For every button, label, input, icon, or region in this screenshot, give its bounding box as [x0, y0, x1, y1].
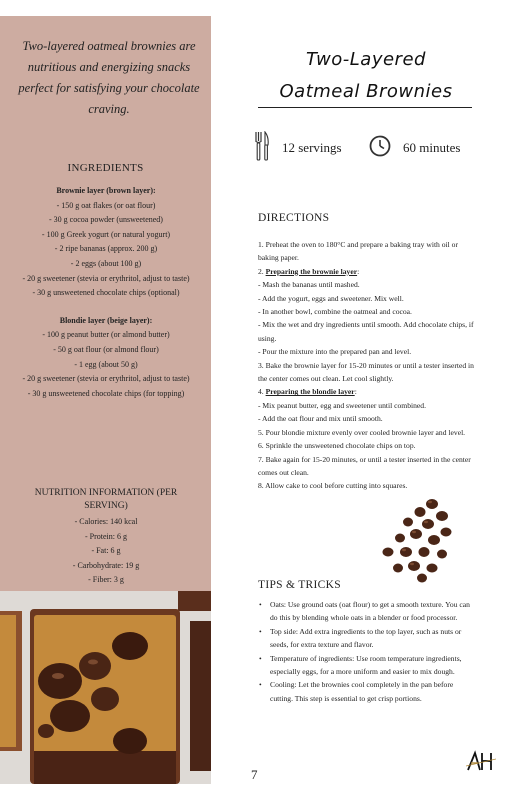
direction-step: 7. Bake again for 15-20 minutes, or until a tester inserted in the center comes out clean. — [258, 454, 471, 477]
ingredient-item: - 20 g sweetener (stevia or erythritol, adjust to taste) — [22, 374, 190, 384]
nutrition-heading: NUTRITION INFORMATION (PER SERVING) — [34, 488, 178, 511]
fork-knife-icon — [254, 131, 270, 165]
tips-heading: TIPS & TRICKS — [258, 579, 341, 591]
time-info — [369, 133, 460, 163]
ingredient-item: - 30 g unsweetened chocolate chips (optional) — [32, 288, 180, 298]
nutrition-item: - Calories: 140 kcal — [74, 517, 138, 526]
ingredients-list — [20, 184, 192, 401]
servings-text: 12 servings — [282, 140, 342, 155]
tips-list — [258, 598, 478, 705]
tip-item: • Temperature of ingredients: Use room temperature ingredients, especially eggs, for a more uniform and easier to mix dough. — [258, 652, 478, 679]
direction-substep: - Add the oat flour and mix until smooth. — [258, 414, 383, 424]
ingredient-item: - 2 eggs (about 100 g) — [70, 258, 142, 268]
direction-substep: - Mix the wet and dry ingredients until smooth. Add chocolate chips, if using. — [258, 320, 474, 343]
direction-substep: - Pour the mixture into the prepared pan and level. — [258, 347, 412, 357]
blondie-layer-heading: Blondie layer (beige layer): — [59, 315, 153, 325]
tip-item: • Top side: Add extra ingredients to the top layer, such as nuts or seeds, for extra texture and flavor. — [258, 625, 478, 652]
intro-text: Two-layered oatmeal brownies are nutritious and energizing snacks perfect for satisfying your chocolate craving. — [18, 39, 200, 116]
chocolate-chips-image — [380, 494, 460, 586]
brownie-layer-heading: Brownie layer (brown layer): — [56, 186, 156, 195]
ingredient-item: - 2 ripe bananas (approx. 200 g) — [54, 244, 158, 254]
ingredient-item: - 50 g oat flour (or almond flour) — [53, 344, 159, 354]
ingredient-item: - 100 g peanut butter (or almond butter) — [42, 330, 170, 340]
direction-substep: - Mix peanut butter, egg and sweetener until combined. — [258, 400, 426, 410]
direction-step: 8. Allow cake to cool before cutting into squares. — [258, 481, 408, 491]
recipe-title — [258, 44, 474, 108]
tip-item: • Oats: Use ground oats (oat flour) to get a smooth texture. You can do this by blending whole oats in a blender or food processor. — [258, 598, 478, 625]
direction-step: 6. Sprinkle the unsweetened chocolate chips on top. — [258, 441, 416, 451]
clock-icon — [369, 135, 391, 161]
direction-substep: - In another bowl, combine the oatmeal and cocoa. — [258, 307, 412, 317]
ingredient-item: - 30 g cocoa powder (unsweetened) — [49, 215, 163, 225]
directions-heading: DIRECTIONS — [258, 212, 330, 224]
ingredient-item: - 100 g Greek yogurt (or natural yogurt) — [41, 229, 171, 239]
direction-step: 2. Preparing the brownie layer: — [258, 266, 360, 276]
direction-step: 4. Preparing the blondie layer: — [258, 387, 357, 397]
step-heading: Preparing the blondie layer — [265, 387, 355, 397]
nutrition-list — [20, 515, 192, 588]
recipe-title-line2: Oatmeal Brownies — [279, 81, 453, 102]
direction-step: 1. Preheat the oven to 180°C and prepare a baking tray with oil or baking paper. — [258, 240, 458, 263]
directions-list — [258, 238, 478, 493]
ingredient-item: - 30 g unsweetened chocolate chips (for topping) — [27, 388, 185, 398]
ingredient-item: - 1 egg (about 50 g) — [74, 359, 138, 369]
step-heading: Preparing the brownie layer — [265, 266, 358, 276]
brownie-photo — [0, 591, 211, 784]
time-text: 60 minutes — [403, 140, 461, 155]
direction-substep: - Add the yogurt, eggs and sweetener. Mix well. — [258, 293, 404, 303]
direction-step: 5. Pour blondie mixture evenly over cooled brownie layer and level. — [258, 427, 466, 437]
page-number: 7 — [251, 767, 258, 782]
ingredient-item: - 150 g oat flakes (or oat flour) — [56, 200, 156, 210]
ingredient-item: - 20 g sweetener (stevia or erythritol, adjust to taste) — [22, 273, 190, 283]
direction-step: 3. Bake the brownie layer for 15-20 minutes or until a tester inserted in the center comes out clean. Let cool slightly. — [258, 360, 474, 384]
nutrition-item: - Carbohydrate: 19 g — [72, 560, 140, 570]
ingredients-heading: INGREDIENTS — [67, 162, 144, 174]
brand-logo — [466, 750, 496, 772]
nutrition-item: - Fat: 6 g — [91, 546, 121, 556]
nutrition-item: - Fiber: 3 g — [88, 575, 124, 585]
servings-info — [254, 133, 342, 163]
tip-item: • Cooling: Let the brownies cool completely in the pan before cutting. This step is essential to get crisp portions. — [258, 678, 478, 705]
title-divider — [258, 107, 472, 108]
direction-substep: - Mash the bananas until mashed. — [258, 280, 360, 290]
recipe-title-line1: Two-Layered — [306, 49, 426, 70]
nutrition-item: - Protein: 6 g — [85, 531, 127, 541]
